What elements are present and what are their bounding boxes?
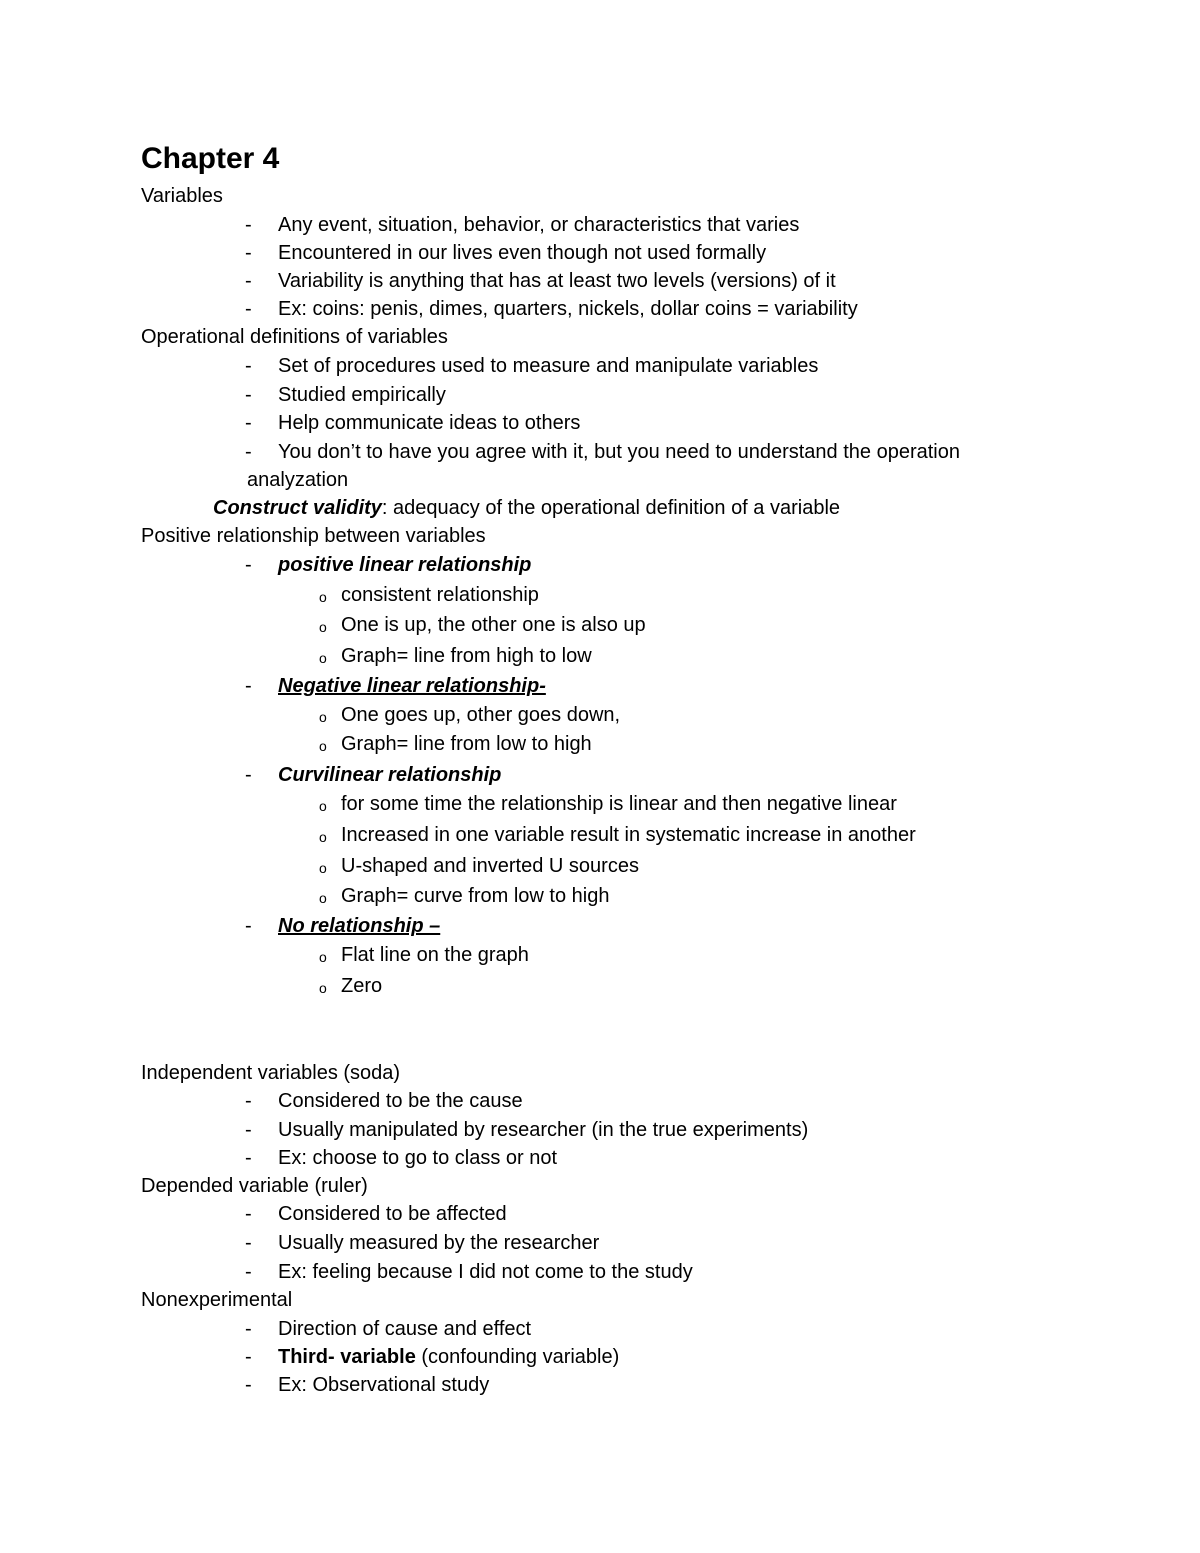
dash-marker: - bbox=[245, 1119, 252, 1141]
section-heading-dependent: Depended variable (ruler) bbox=[141, 1175, 368, 1197]
list-item: Ex: Observational study bbox=[278, 1374, 490, 1396]
relationship-label-none: No relationship – bbox=[278, 915, 441, 937]
bullet-marker: o bbox=[319, 949, 327, 965]
section-heading-variables: Variables bbox=[141, 185, 223, 207]
section-heading-relationships: Positive relationship between variables bbox=[141, 525, 486, 547]
bullet-marker: o bbox=[319, 709, 327, 725]
list-item: Usually measured by the researcher bbox=[278, 1232, 600, 1254]
bullet-marker: o bbox=[319, 829, 327, 845]
dash-marker: - bbox=[245, 675, 252, 697]
sub-list-item: Graph= line from low to high bbox=[341, 733, 592, 755]
dash-marker: - bbox=[245, 355, 252, 377]
bullet-marker: o bbox=[319, 798, 327, 814]
sub-list-item: U-shaped and inverted U sources bbox=[341, 855, 639, 877]
list-item: Considered to be affected bbox=[278, 1203, 507, 1225]
bullet-marker: o bbox=[319, 860, 327, 876]
sub-list-item: for some time the relationship is linear and then negative linear bbox=[341, 793, 897, 815]
relationship-label-positive: positive linear relationship bbox=[278, 554, 532, 576]
bullet-marker: o bbox=[319, 738, 327, 754]
dash-marker: - bbox=[245, 242, 252, 264]
bullet-marker: o bbox=[319, 650, 327, 666]
sub-list-item: One goes up, other goes down, bbox=[341, 704, 621, 726]
bullet-marker: o bbox=[319, 890, 327, 906]
dash-marker: - bbox=[245, 1203, 252, 1225]
dash-marker: - bbox=[245, 554, 252, 576]
dash-marker: - bbox=[245, 298, 252, 320]
third-variable-term: Third- variable bbox=[278, 1346, 416, 1368]
sub-list-item: Zero bbox=[341, 975, 383, 997]
sub-list-item: One is up, the other one is also up bbox=[341, 614, 646, 636]
list-item: Encountered in our lives even though not used formally bbox=[278, 242, 767, 264]
section-heading-independent: Independent variables (soda) bbox=[141, 1062, 401, 1084]
dash-marker: - bbox=[245, 1261, 252, 1283]
list-item: Ex: choose to go to class or not bbox=[278, 1147, 558, 1169]
dash-marker: - bbox=[245, 1232, 252, 1254]
dash-marker: - bbox=[245, 1346, 252, 1368]
construct-validity-line bbox=[213, 496, 840, 520]
construct-validity-definition: : adequacy of the operational definition of a variable bbox=[381, 497, 841, 519]
list-item: Help communicate ideas to others bbox=[278, 412, 581, 434]
sub-list-item: Flat line on the graph bbox=[341, 944, 529, 966]
list-item: Set of procedures used to measure and manipulate variables bbox=[278, 355, 819, 377]
list-item: You don’t to have you agree with it, but you need to understand the operation bbox=[278, 441, 960, 463]
sub-list-item: consistent relationship bbox=[341, 584, 539, 606]
section-heading-operational: Operational definitions of variables bbox=[141, 326, 448, 348]
list-item-continuation: analyzation bbox=[247, 469, 349, 491]
list-item-third-variable bbox=[278, 1345, 619, 1369]
dash-marker: - bbox=[245, 1090, 252, 1112]
sub-list-item: Increased in one variable result in systematic increase in another bbox=[341, 824, 916, 846]
dash-marker: - bbox=[245, 1318, 252, 1340]
list-item: Direction of cause and effect bbox=[278, 1318, 532, 1340]
list-item: Ex: feeling because I did not come to the study bbox=[278, 1261, 693, 1283]
relationship-label-negative: Negative linear relationship- bbox=[278, 675, 546, 697]
list-item: Ex: coins: penis, dimes, quarters, nickels, dollar coins = variability bbox=[278, 298, 858, 320]
list-item: Usually manipulated by researcher (in the true experiments) bbox=[278, 1119, 809, 1141]
dash-marker: - bbox=[245, 412, 252, 434]
relationship-label-curvilinear: Curvilinear relationship bbox=[278, 764, 502, 786]
bullet-marker: o bbox=[319, 619, 327, 635]
third-variable-note: (confounding variable) bbox=[415, 1346, 620, 1368]
chapter-title: Chapter 4 bbox=[141, 142, 280, 175]
dash-marker: - bbox=[245, 214, 252, 236]
bullet-marker: o bbox=[319, 980, 327, 996]
dash-marker: - bbox=[245, 384, 252, 406]
list-item: Variability is anything that has at least two levels (versions) of it bbox=[278, 270, 836, 292]
dash-marker: - bbox=[245, 441, 252, 463]
dash-marker: - bbox=[245, 270, 252, 292]
dash-marker: - bbox=[245, 764, 252, 786]
bullet-marker: o bbox=[319, 589, 327, 605]
sub-list-item: Graph= curve from low to high bbox=[341, 885, 610, 907]
list-item: Studied empirically bbox=[278, 384, 446, 406]
section-heading-nonexperimental: Nonexperimental bbox=[141, 1289, 293, 1311]
list-item: Any event, situation, behavior, or characteristics that varies bbox=[278, 214, 800, 236]
construct-validity-term: Construct validity bbox=[213, 497, 382, 519]
dash-marker: - bbox=[245, 1147, 252, 1169]
dash-marker: - bbox=[245, 1374, 252, 1396]
dash-marker: - bbox=[245, 915, 252, 937]
sub-list-item: Graph= line from high to low bbox=[341, 645, 592, 667]
list-item: Considered to be the cause bbox=[278, 1090, 523, 1112]
